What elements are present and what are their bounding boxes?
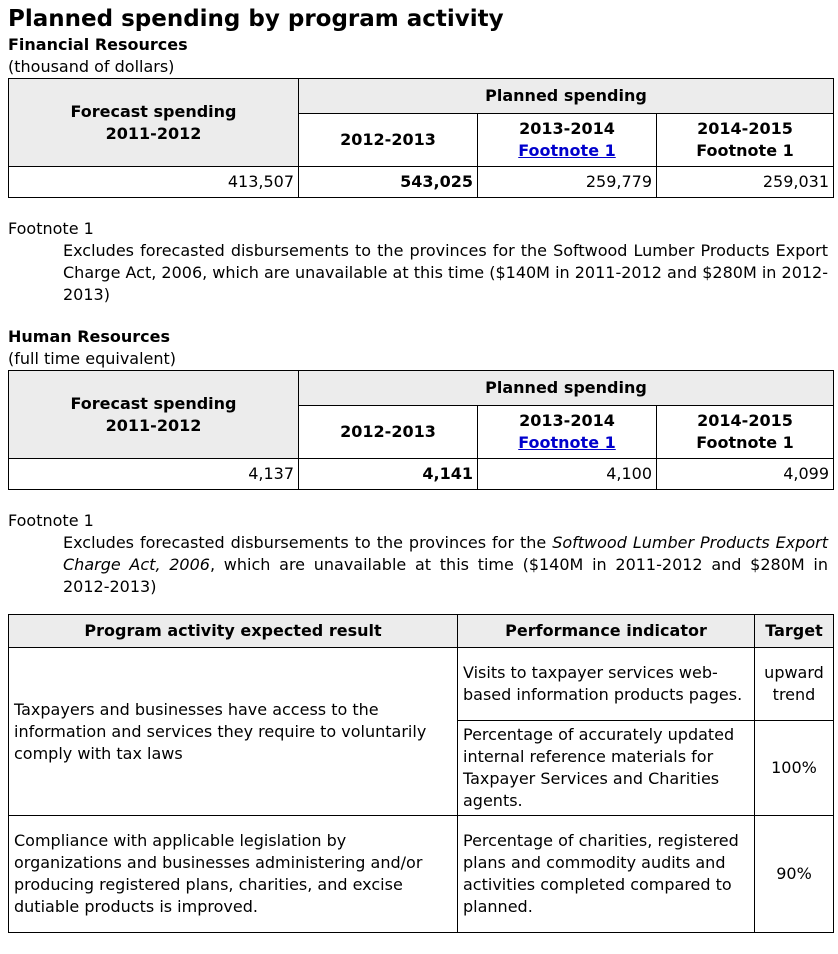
planned-spending-header: Planned spending — [299, 79, 834, 114]
footnote-label: Footnote 1 — [8, 511, 94, 530]
year-label: 2014-2015 — [697, 411, 793, 430]
forecast-header-line1: Forecast spending — [70, 393, 237, 413]
table-row — [9, 816, 834, 933]
year-header-2012-2013: 2012-2013 — [299, 114, 478, 167]
header-performance-indicator: Performance indicator — [458, 615, 755, 648]
indicator-cell: Percentage of charities, registered plans and commodity audits and activities completed compared to planned. — [458, 816, 755, 933]
year-label: 2013-2014 — [519, 119, 615, 138]
year-label: 2013-2014 — [519, 411, 615, 430]
value-cell: 4,141 — [299, 459, 478, 490]
footnote-note: Footnote 1 — [696, 141, 794, 160]
year-label: 2014-2015 — [697, 119, 793, 138]
footnote-text-end: , which are unavailable at this time ($140M in 2011-2012 and $280M in 2012-2013) — [63, 555, 829, 596]
footnote-note: Footnote 1 — [696, 433, 794, 452]
year-header-2012-2013: 2012-2013 — [299, 406, 478, 459]
human-unit: (full time equivalent) — [8, 349, 177, 368]
human-heading: Human Resources — [8, 327, 171, 346]
forecast-header — [9, 79, 299, 167]
page-title: Planned spending by program activity — [8, 6, 504, 32]
value-cell: 4,100 — [478, 459, 657, 490]
target-cell: upward trend — [755, 648, 834, 721]
planned-spending-header: Planned spending — [299, 371, 834, 406]
forecast-header — [9, 371, 299, 459]
header-expected-result: Program activity expected result — [9, 615, 458, 648]
financial-table — [8, 78, 834, 198]
target-cell: 90% — [755, 816, 834, 933]
value-cell: 4,137 — [9, 459, 299, 490]
expected-result-cell: Taxpayers and businesses have access to the information and services they require to voluntarily comply with tax laws — [9, 648, 458, 816]
footnote-text — [63, 532, 828, 598]
year-header-2013-2014 — [478, 114, 657, 167]
value-cell: 259,779 — [478, 167, 657, 198]
forecast-header-line2: 2011-2012 — [105, 123, 202, 143]
value-cell: 4,099 — [657, 459, 834, 490]
year-header-2013-2014 — [478, 406, 657, 459]
table-row — [9, 648, 834, 721]
year-header-2014-2015 — [657, 406, 834, 459]
value-cell: 543,025 — [299, 167, 478, 198]
forecast-header-line1: Forecast spending — [70, 101, 237, 121]
expected-result-cell: Compliance with applicable legislation by organizations and businesses administering and/or producing registered plans, charities, and excise dutiable products is improved. — [9, 816, 458, 933]
target-cell: 100% — [755, 721, 834, 816]
footnote-link[interactable]: Footnote 1 — [518, 433, 616, 452]
financial-unit: (thousand of dollars) — [8, 57, 175, 76]
footnote-text: Excludes forecasted disbursements to the provinces for the Softwood Lumber Products Export Charge Act, 2006, which are unavailable at this time ($140M in 2011-2012 and $280M in 2012-2013) — [63, 241, 828, 304]
value-cell: 259,031 — [657, 167, 834, 198]
value-cell: 413,507 — [9, 167, 299, 198]
footnote-text-start: Excludes forecasted disbursements to the provinces for the — [63, 533, 553, 552]
performance-table — [8, 614, 834, 933]
header-target: Target — [755, 615, 834, 648]
year-header-2014-2015 — [657, 114, 834, 167]
financial-heading: Financial Resources — [8, 35, 188, 54]
indicator-cell: Visits to taxpayer services web-based information products pages. — [458, 648, 755, 721]
indicator-cell: Percentage of accurately updated internal reference materials for Taxpayer Services and Charities agents. — [458, 721, 755, 816]
forecast-header-line2: 2011-2012 — [105, 415, 202, 435]
human-table — [8, 370, 834, 490]
footnote-link[interactable]: Footnote 1 — [518, 141, 616, 160]
footnote-label: Footnote 1 — [8, 219, 94, 238]
footnote-act-title: Softwood Lumber Products Export Charge Act, 2006 — [63, 533, 829, 574]
